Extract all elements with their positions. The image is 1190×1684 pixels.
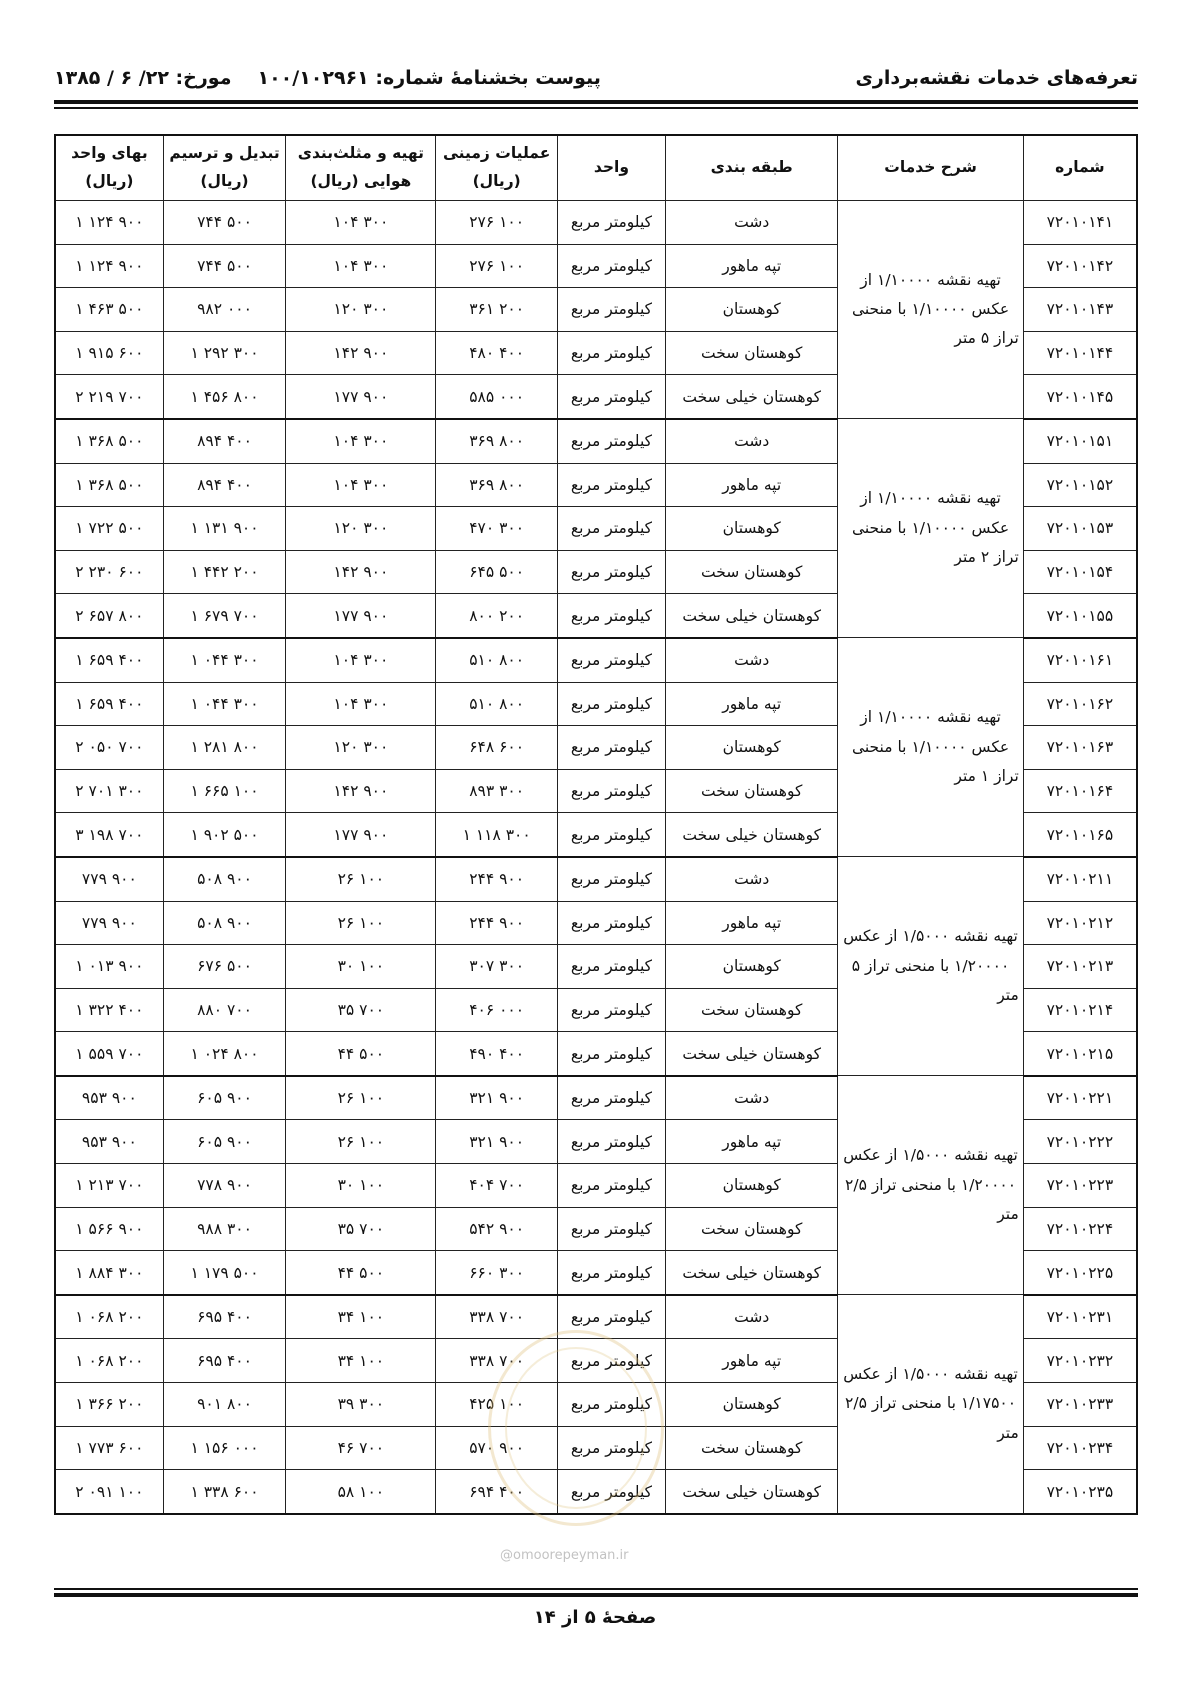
table-row (55, 201, 1137, 245)
cell-aerial: ۲۶ ۱۰۰ (286, 1120, 436, 1164)
cell-ground: ۵۱۰ ۸۰۰ (436, 638, 557, 682)
cell-classification: کوهستان خیلی سخت (666, 594, 838, 638)
header-ground-operations: عملیات زمینی (ریال) (436, 135, 557, 201)
cell-aerial: ۲۶ ۱۰۰ (286, 901, 436, 945)
cell-drawing: ۱ ۴۵۶ ۸۰۰ (163, 375, 286, 419)
cell-price: ۲ ۲۳۰ ۶۰۰ (55, 550, 163, 594)
cell-ground: ۲۴۴ ۹۰۰ (436, 857, 557, 901)
cell-code: ۷۲۰۱۰۱۴۱ (1023, 201, 1137, 245)
cell-price: ۱ ۷۷۳ ۶۰۰ (55, 1426, 163, 1470)
cell-ground: ۳۰۷ ۳۰۰ (436, 945, 557, 989)
cell-drawing: ۷۴۴ ۵۰۰ (163, 201, 286, 245)
cell-ground: ۴۸۰ ۴۰۰ (436, 331, 557, 375)
cell-unit: کیلومتر مربع (557, 201, 665, 245)
cell-ground: ۵۴۲ ۹۰۰ (436, 1207, 557, 1251)
cell-code: ۷۲۰۱۰۲۳۱ (1023, 1295, 1137, 1339)
cell-drawing: ۱ ۲۹۲ ۳۰۰ (163, 331, 286, 375)
cell-classification: کوهستان خیلی سخت (666, 375, 838, 419)
cell-price: ۲ ۰۹۱ ۱۰۰ (55, 1470, 163, 1514)
cell-aerial: ۳۵ ۷۰۰ (286, 988, 436, 1032)
cell-drawing: ۷۴۴ ۵۰۰ (163, 244, 286, 288)
cell-ground: ۵۷۰ ۹۰۰ (436, 1426, 557, 1470)
cell-unit: کیلومتر مربع (557, 988, 665, 1032)
cell-ground: ۴۰۶ ۰۰۰ (436, 988, 557, 1032)
cell-unit: کیلومتر مربع (557, 682, 665, 726)
cell-aerial: ۱۰۴ ۳۰۰ (286, 463, 436, 507)
cell-aerial: ۳۴ ۱۰۰ (286, 1339, 436, 1383)
cell-code: ۷۲۰۱۰۲۲۱ (1023, 1076, 1137, 1120)
cell-aerial: ۴۴ ۵۰۰ (286, 1251, 436, 1295)
footer-rule-thick (54, 1593, 1138, 1597)
cell-drawing: ۱ ۴۴۲ ۲۰۰ (163, 550, 286, 594)
cell-price: ۹۵۳ ۹۰۰ (55, 1120, 163, 1164)
cell-drawing: ۶۹۵ ۴۰۰ (163, 1295, 286, 1339)
cell-price: ۱ ۳۶۸ ۵۰۰ (55, 463, 163, 507)
cell-ground: ۶۶۰ ۳۰۰ (436, 1251, 557, 1295)
cell-classification: کوهستان سخت (666, 1207, 838, 1251)
cell-aerial: ۱۰۴ ۳۰۰ (286, 638, 436, 682)
cell-unit: کیلومتر مربع (557, 945, 665, 989)
cell-drawing: ۸۸۰ ۷۰۰ (163, 988, 286, 1032)
cell-price: ۱ ۱۲۴ ۹۰۰ (55, 201, 163, 245)
cell-classification: کوهستان سخت (666, 988, 838, 1032)
attachment-info (54, 67, 601, 89)
cell-classification: تپه ماهور (666, 901, 838, 945)
cell-drawing: ۸۹۴ ۴۰۰ (163, 463, 286, 507)
cell-ground: ۴۹۰ ۴۰۰ (436, 1032, 557, 1076)
cell-classification: کوهستان خیلی سخت (666, 813, 838, 857)
cell-unit: کیلومتر مربع (557, 507, 665, 551)
cell-price: ۱ ۰۶۸ ۲۰۰ (55, 1339, 163, 1383)
cell-code: ۷۲۰۱۰۱۵۳ (1023, 507, 1137, 551)
cell-ground: ۵۸۵ ۰۰۰ (436, 375, 557, 419)
cell-code: ۷۲۰۱۰۲۲۲ (1023, 1120, 1137, 1164)
cell-ground: ۴۲۵ ۱۰۰ (436, 1383, 557, 1427)
cell-aerial: ۱۷۷ ۹۰۰ (286, 813, 436, 857)
cell-aerial: ۱۷۷ ۹۰۰ (286, 375, 436, 419)
cell-aerial: ۳۵ ۷۰۰ (286, 1207, 436, 1251)
cell-unit: کیلومتر مربع (557, 550, 665, 594)
cell-price: ۹۵۳ ۹۰۰ (55, 1076, 163, 1120)
cell-ground: ۳۶۱ ۲۰۰ (436, 288, 557, 332)
cell-classification: تپه ماهور (666, 1120, 838, 1164)
cell-ground: ۳۶۹ ۸۰۰ (436, 463, 557, 507)
cell-price: ۱ ۰۶۸ ۲۰۰ (55, 1295, 163, 1339)
cell-drawing: ۱ ۰۴۴ ۳۰۰ (163, 638, 286, 682)
cell-code: ۷۲۰۱۰۲۱۵ (1023, 1032, 1137, 1076)
cell-unit: کیلومتر مربع (557, 1470, 665, 1514)
cell-code: ۷۲۰۱۰۱۴۴ (1023, 331, 1137, 375)
cell-description: تهیه نقشه ۱/۵۰۰۰ از عکس ۱/۲۰۰۰۰ با منحنی تراز ۲/۵ متر (838, 1076, 1023, 1295)
cell-classification: تپه ماهور (666, 244, 838, 288)
cell-price: ۱ ۷۲۲ ۵۰۰ (55, 507, 163, 551)
document-title: تعرفه‌های خدمات نقشه‌برداری (855, 67, 1138, 89)
cell-classification: تپه ماهور (666, 1339, 838, 1383)
cell-unit: کیلومتر مربع (557, 1426, 665, 1470)
tariff-table (54, 134, 1138, 1515)
cell-unit: کیلومتر مربع (557, 1120, 665, 1164)
cell-ground: ۳۳۸ ۷۰۰ (436, 1295, 557, 1339)
cell-description: تهیه نقشه ۱/۱۰۰۰۰ از عکس ۱/۱۰۰۰۰ با منحنی تراز ۲ متر (838, 419, 1023, 638)
cell-price: ۱ ۵۵۹ ۷۰۰ (55, 1032, 163, 1076)
cell-code: ۷۲۰۱۰۲۳۵ (1023, 1470, 1137, 1514)
cell-unit: کیلومتر مربع (557, 463, 665, 507)
cell-drawing: ۸۹۴ ۴۰۰ (163, 419, 286, 463)
cell-unit: کیلومتر مربع (557, 638, 665, 682)
table-body (55, 201, 1137, 1514)
cell-price: ۱ ۹۱۵ ۶۰۰ (55, 331, 163, 375)
table-row (55, 1076, 1137, 1120)
header-aerial-triangulation: تهیه و مثلث‌بندی هوایی (ریال) (286, 135, 436, 201)
cell-classification: دشت (666, 638, 838, 682)
cell-drawing: ۱ ۶۷۹ ۷۰۰ (163, 594, 286, 638)
cell-price: ۱ ۳۲۲ ۴۰۰ (55, 988, 163, 1032)
cell-classification: تپه ماهور (666, 463, 838, 507)
page-header (54, 60, 1138, 96)
cell-unit: کیلومتر مربع (557, 1076, 665, 1120)
cell-code: ۷۲۰۱۰۱۶۵ (1023, 813, 1137, 857)
cell-aerial: ۱۴۲ ۹۰۰ (286, 331, 436, 375)
cell-aerial: ۴۴ ۵۰۰ (286, 1032, 436, 1076)
cell-classification: دشت (666, 1295, 838, 1339)
cell-code: ۷۲۰۱۰۱۶۱ (1023, 638, 1137, 682)
cell-unit: کیلومتر مربع (557, 1251, 665, 1295)
cell-aerial: ۱۲۰ ۳۰۰ (286, 507, 436, 551)
header-unit-price: بهای واحد (ریال) (55, 135, 163, 201)
cell-unit: کیلومتر مربع (557, 375, 665, 419)
cell-drawing: ۵۰۸ ۹۰۰ (163, 901, 286, 945)
cell-unit: کیلومتر مربع (557, 419, 665, 463)
cell-code: ۷۲۰۱۰۱۵۴ (1023, 550, 1137, 594)
cell-unit: کیلومتر مربع (557, 813, 665, 857)
cell-ground: ۲۴۴ ۹۰۰ (436, 901, 557, 945)
cell-price: ۱ ۵۶۶ ۹۰۰ (55, 1207, 163, 1251)
cell-drawing: ۵۰۸ ۹۰۰ (163, 857, 286, 901)
header-code: شماره (1023, 135, 1137, 201)
cell-aerial: ۳۴ ۱۰۰ (286, 1295, 436, 1339)
cell-unit: کیلومتر مربع (557, 594, 665, 638)
cell-price: ۱ ۱۲۴ ۹۰۰ (55, 244, 163, 288)
cell-classification: کوهستان سخت (666, 550, 838, 594)
cell-ground: ۵۱۰ ۸۰۰ (436, 682, 557, 726)
cell-unit: کیلومتر مربع (557, 901, 665, 945)
cell-classification: دشت (666, 201, 838, 245)
header-rule-thick (54, 100, 1138, 104)
cell-ground: ۶۴۸ ۶۰۰ (436, 726, 557, 770)
cell-drawing: ۱ ۱۵۶ ۰۰۰ (163, 1426, 286, 1470)
cell-price: ۱ ۸۸۴ ۳۰۰ (55, 1251, 163, 1295)
cell-description: تهیه نقشه ۱/۱۰۰۰۰ از عکس ۱/۱۰۰۰۰ با منحنی تراز ۵ متر (838, 201, 1023, 419)
cell-drawing: ۱ ۰۴۴ ۳۰۰ (163, 682, 286, 726)
cell-aerial: ۳۰ ۱۰۰ (286, 1164, 436, 1208)
cell-price: ۱ ۰۱۳ ۹۰۰ (55, 945, 163, 989)
cell-code: ۷۲۰۱۰۱۵۱ (1023, 419, 1137, 463)
cell-ground: ۳۲۱ ۹۰۰ (436, 1076, 557, 1120)
cell-unit: کیلومتر مربع (557, 1207, 665, 1251)
cell-aerial: ۱۷۷ ۹۰۰ (286, 594, 436, 638)
cell-description: تهیه نقشه ۱/۵۰۰۰ از عکس ۱/۲۰۰۰۰ با منحنی تراز ۵ متر (838, 857, 1023, 1076)
cell-ground: ۳۲۱ ۹۰۰ (436, 1120, 557, 1164)
cell-price: ۲ ۰۵۰ ۷۰۰ (55, 726, 163, 770)
cell-classification: دشت (666, 419, 838, 463)
cell-ground: ۱ ۱۱۸ ۳۰۰ (436, 813, 557, 857)
cell-code: ۷۲۰۱۰۱۵۲ (1023, 463, 1137, 507)
cell-price: ۱ ۲۱۳ ۷۰۰ (55, 1164, 163, 1208)
cell-drawing: ۱ ۳۳۸ ۶۰۰ (163, 1470, 286, 1514)
cell-unit: کیلومتر مربع (557, 857, 665, 901)
header-description: شرح خدمات (838, 135, 1023, 201)
cell-drawing: ۱ ۲۸۱ ۸۰۰ (163, 726, 286, 770)
cell-aerial: ۲۶ ۱۰۰ (286, 857, 436, 901)
cell-code: ۷۲۰۱۰۱۴۵ (1023, 375, 1137, 419)
attachment-date: مورخ: ۲۲/ ۶ / ۱۳۸۵ (54, 67, 232, 89)
cell-aerial: ۱۴۲ ۹۰۰ (286, 769, 436, 813)
cell-aerial: ۳۰ ۱۰۰ (286, 945, 436, 989)
cell-aerial: ۱۰۴ ۳۰۰ (286, 682, 436, 726)
cell-code: ۷۲۰۱۰۲۲۴ (1023, 1207, 1137, 1251)
cell-classification: کوهستان (666, 726, 838, 770)
footer-rule-thin (54, 1588, 1138, 1590)
cell-aerial: ۲۶ ۱۰۰ (286, 1076, 436, 1120)
cell-drawing: ۹۰۱ ۸۰۰ (163, 1383, 286, 1427)
cell-ground: ۸۹۳ ۳۰۰ (436, 769, 557, 813)
cell-code: ۷۲۰۱۰۲۱۲ (1023, 901, 1137, 945)
table-row (55, 1295, 1137, 1339)
cell-classification: کوهستان سخت (666, 1426, 838, 1470)
cell-description: تهیه نقشه ۱/۵۰۰۰ از عکس ۱/۱۷۵۰۰ با منحنی تراز ۲/۵ متر (838, 1295, 1023, 1514)
cell-aerial: ۱۲۰ ۳۰۰ (286, 288, 436, 332)
header-unit: واحد (557, 135, 665, 201)
cell-drawing: ۹۸۲ ۰۰۰ (163, 288, 286, 332)
cell-unit: کیلومتر مربع (557, 331, 665, 375)
cell-code: ۷۲۰۱۰۱۶۴ (1023, 769, 1137, 813)
cell-classification: کوهستان (666, 288, 838, 332)
cell-drawing: ۱ ۱۷۹ ۵۰۰ (163, 1251, 286, 1295)
cell-classification: کوهستان (666, 1164, 838, 1208)
cell-code: ۷۲۰۱۰۲۳۳ (1023, 1383, 1137, 1427)
cell-drawing: ۱ ۹۰۲ ۵۰۰ (163, 813, 286, 857)
cell-classification: کوهستان سخت (666, 769, 838, 813)
cell-unit: کیلومتر مربع (557, 769, 665, 813)
cell-price: ۲ ۶۵۷ ۸۰۰ (55, 594, 163, 638)
cell-price: ۱ ۶۵۹ ۴۰۰ (55, 682, 163, 726)
cell-ground: ۳۶۹ ۸۰۰ (436, 419, 557, 463)
cell-unit: کیلومتر مربع (557, 244, 665, 288)
cell-aerial: ۱۰۴ ۳۰۰ (286, 201, 436, 245)
cell-code: ۷۲۰۱۰۲۲۳ (1023, 1164, 1137, 1208)
cell-price: ۷۷۹ ۹۰۰ (55, 857, 163, 901)
table-row (55, 419, 1137, 463)
table-row (55, 638, 1137, 682)
cell-classification: کوهستان خیلی سخت (666, 1032, 838, 1076)
cell-drawing: ۶۹۵ ۴۰۰ (163, 1339, 286, 1383)
cell-price: ۱ ۳۶۶ ۲۰۰ (55, 1383, 163, 1427)
cell-code: ۷۲۰۱۰۱۶۲ (1023, 682, 1137, 726)
cell-ground: ۴۰۴ ۷۰۰ (436, 1164, 557, 1208)
cell-aerial: ۱۰۴ ۳۰۰ (286, 419, 436, 463)
table-header-row (55, 135, 1137, 201)
cell-unit: کیلومتر مربع (557, 1164, 665, 1208)
cell-classification: کوهستان (666, 945, 838, 989)
cell-price: ۱ ۶۵۹ ۴۰۰ (55, 638, 163, 682)
cell-aerial: ۳۹ ۳۰۰ (286, 1383, 436, 1427)
cell-ground: ۳۳۸ ۷۰۰ (436, 1339, 557, 1383)
cell-unit: کیلومتر مربع (557, 1339, 665, 1383)
cell-code: ۷۲۰۱۰۲۱۳ (1023, 945, 1137, 989)
cell-ground: ۲۷۶ ۱۰۰ (436, 201, 557, 245)
cell-price: ۱ ۳۶۸ ۵۰۰ (55, 419, 163, 463)
cell-classification: دشت (666, 857, 838, 901)
cell-price: ۳ ۱۹۸ ۷۰۰ (55, 813, 163, 857)
cell-description: تهیه نقشه ۱/۱۰۰۰۰ از عکس ۱/۱۰۰۰۰ با منحنی تراز ۱ متر (838, 638, 1023, 857)
cell-aerial: ۴۶ ۷۰۰ (286, 1426, 436, 1470)
cell-ground: ۶۴۵ ۵۰۰ (436, 550, 557, 594)
cell-code: ۷۲۰۱۰۲۳۲ (1023, 1339, 1137, 1383)
header-rule-thin (54, 107, 1138, 109)
cell-price: ۲ ۷۰۱ ۳۰۰ (55, 769, 163, 813)
attachment-number: پیوست بخشنامهٔ شماره: ۱۰۰/۱۰۲۹۶۱ (257, 67, 601, 89)
cell-code: ۷۲۰۱۰۱۴۳ (1023, 288, 1137, 332)
cell-drawing: ۱ ۱۳۱ ۹۰۰ (163, 507, 286, 551)
cell-price: ۲ ۲۱۹ ۷۰۰ (55, 375, 163, 419)
cell-ground: ۸۰۰ ۲۰۰ (436, 594, 557, 638)
cell-code: ۷۲۰۱۰۲۱۴ (1023, 988, 1137, 1032)
cell-price: ۷۷۹ ۹۰۰ (55, 901, 163, 945)
cell-unit: کیلومتر مربع (557, 1032, 665, 1076)
cell-drawing: ۹۸۸ ۳۰۰ (163, 1207, 286, 1251)
cell-drawing: ۶۰۵ ۹۰۰ (163, 1120, 286, 1164)
cell-unit: کیلومتر مربع (557, 1295, 665, 1339)
cell-classification: کوهستان خیلی سخت (666, 1470, 838, 1514)
cell-unit: کیلومتر مربع (557, 1383, 665, 1427)
cell-classification: کوهستان سخت (666, 331, 838, 375)
cell-classification: دشت (666, 1076, 838, 1120)
cell-drawing: ۶۷۶ ۵۰۰ (163, 945, 286, 989)
table-row (55, 857, 1137, 901)
cell-code: ۷۲۰۱۰۲۳۴ (1023, 1426, 1137, 1470)
cell-aerial: ۱۲۰ ۳۰۰ (286, 726, 436, 770)
cell-classification: تپه ماهور (666, 682, 838, 726)
cell-drawing: ۶۰۵ ۹۰۰ (163, 1076, 286, 1120)
cell-drawing: ۱ ۶۶۵ ۱۰۰ (163, 769, 286, 813)
cell-code: ۷۲۰۱۰۱۴۲ (1023, 244, 1137, 288)
header-classification: طبقه بندی (666, 135, 838, 201)
watermark-url: @omoorepeyman.ir (500, 1548, 629, 1563)
cell-code: ۷۲۰۱۰۲۱۱ (1023, 857, 1137, 901)
cell-drawing: ۱ ۰۲۴ ۸۰۰ (163, 1032, 286, 1076)
cell-aerial: ۵۸ ۱۰۰ (286, 1470, 436, 1514)
cell-code: ۷۲۰۱۰۲۲۵ (1023, 1251, 1137, 1295)
cell-price: ۱ ۴۶۳ ۵۰۰ (55, 288, 163, 332)
cell-aerial: ۱۴۲ ۹۰۰ (286, 550, 436, 594)
cell-classification: کوهستان (666, 507, 838, 551)
cell-ground: ۴۷۰ ۳۰۰ (436, 507, 557, 551)
cell-classification: کوهستان (666, 1383, 838, 1427)
cell-code: ۷۲۰۱۰۱۶۳ (1023, 726, 1137, 770)
cell-aerial: ۱۰۴ ۳۰۰ (286, 244, 436, 288)
cell-drawing: ۷۷۸ ۹۰۰ (163, 1164, 286, 1208)
cell-classification: کوهستان خیلی سخت (666, 1251, 838, 1295)
cell-code: ۷۲۰۱۰۱۵۵ (1023, 594, 1137, 638)
cell-ground: ۶۹۴ ۴۰۰ (436, 1470, 557, 1514)
cell-ground: ۲۷۶ ۱۰۰ (436, 244, 557, 288)
cell-unit: کیلومتر مربع (557, 726, 665, 770)
header-conversion-drawing: تبدیل و ترسیم (ریال) (163, 135, 286, 201)
page-number: صفحهٔ ۵ از ۱۴ (533, 1607, 657, 1628)
cell-unit: کیلومتر مربع (557, 288, 665, 332)
